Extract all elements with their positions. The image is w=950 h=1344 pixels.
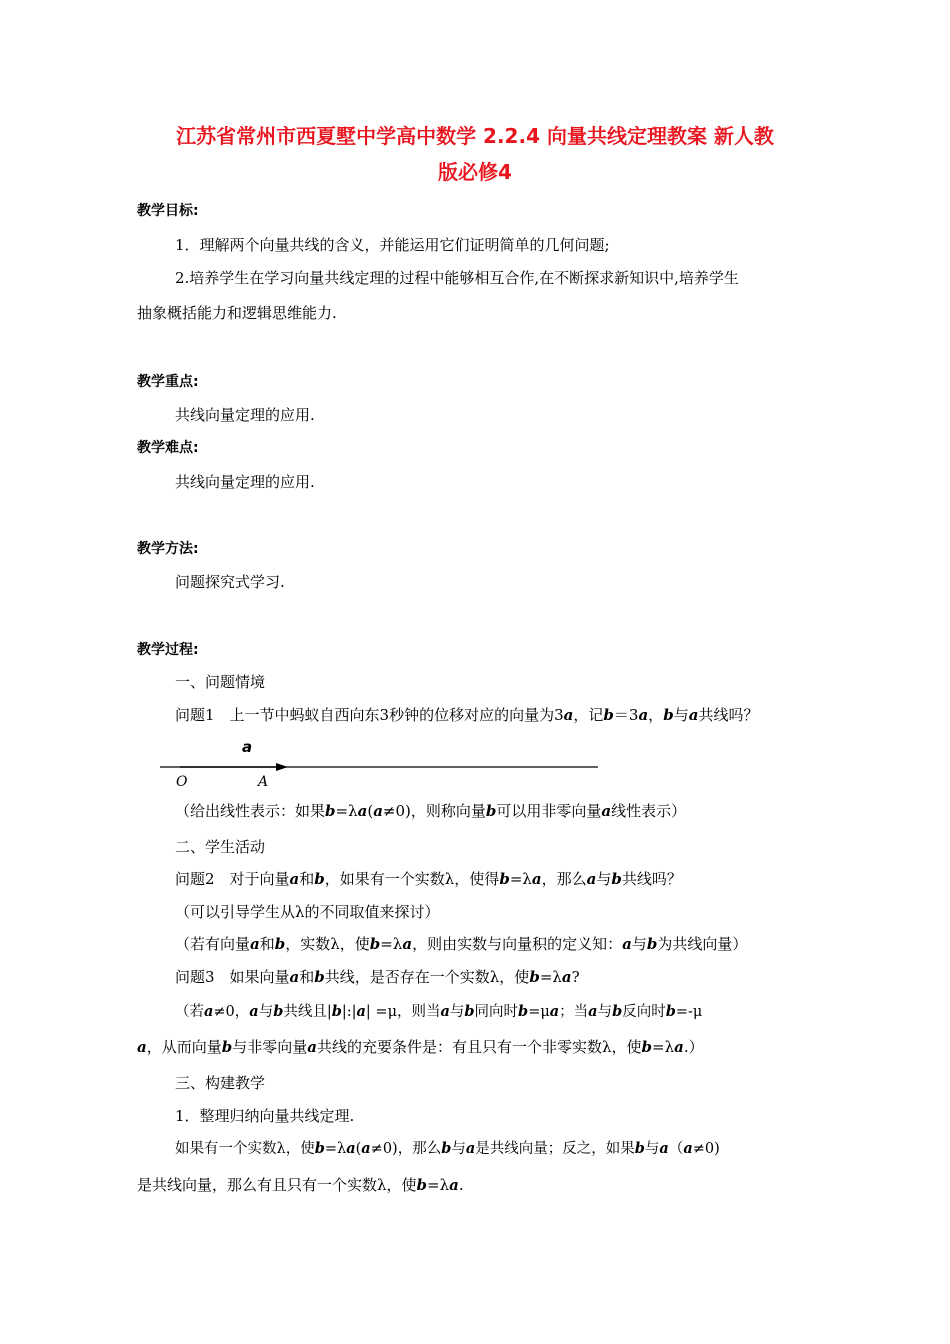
question-2-hint: （可以引导学生从λ的不同取值来探讨） bbox=[175, 903, 440, 921]
vector-diagram bbox=[150, 735, 610, 795]
linear-representation-note: （给出线性表示：如果b=λa(a≠0)，则称向量b可以用非零向量a线性表示） bbox=[175, 802, 687, 820]
objective-item-2-line-1: 2.培养学生在学习向量共线定理的过程中能够相互合作,在不断探求新知识中,培养学生 bbox=[175, 269, 739, 287]
difficulty-text: 共线向量定理的应用. bbox=[175, 473, 315, 491]
question-3-answer-line-2: a，从而向量b与非零向量a共线的充要条件是：有且只有一个非零实数λ，使b=λa.） bbox=[137, 1038, 704, 1056]
point-a-label: A bbox=[258, 774, 269, 790]
section-2-heading: 二、学生活动 bbox=[175, 838, 266, 856]
process-heading: 教学过程: bbox=[137, 642, 199, 658]
question-3: 问题3 如果向量a和b共线，是否存在一个实数λ，使b=λa? bbox=[175, 968, 580, 986]
question-3-answer-line-1: （若a≠0，a与b共线且|b|:|a| =μ，则当a与b同向时b=μa；当a与b反向时b=-μ bbox=[175, 1003, 703, 1020]
question-1: 问题1 上一节中蚂蚁自西向东3秒钟的位移对应的向量为3a，记b＝3a，b与a共线吗？ bbox=[175, 706, 759, 724]
question-2: 问题2 对于向量a和b，如果有一个实数λ，使得b=λa，那么a与b共线吗？ bbox=[175, 870, 682, 888]
question-2-answer: （若有向量a和b，实数λ，使b=λa，则由实数与向量积的定义知：a与b为共线向量） bbox=[175, 935, 748, 953]
vector-a-arrowhead bbox=[276, 763, 288, 771]
section-1-heading: 一、问题情境 bbox=[175, 673, 266, 691]
theorem-line-2: 是共线向量，那么有且只有一个实数λ，使b=λa. bbox=[137, 1176, 464, 1194]
document-title-line-1: 江苏省常州市西夏墅中学高中数学 2.2.4 向量共线定理教案 新人教 bbox=[176, 124, 774, 148]
section-3-heading: 三、构建教学 bbox=[175, 1074, 266, 1092]
theorem-line-1: 如果有一个实数λ，使b=λa(a≠0)，那么b与a是共线向量；反之，如果b与a（a≠0) bbox=[175, 1140, 720, 1157]
document-title-line-2: 版必修4 bbox=[438, 160, 512, 184]
method-text: 问题探究式学习. bbox=[175, 573, 285, 591]
vector-a-label: a bbox=[242, 738, 253, 756]
vector-diagram-svg bbox=[150, 735, 610, 795]
objective-item-2-line-2: 抽象概括能力和逻辑思维能力. bbox=[137, 304, 337, 322]
objective-item-1: 1．理解两个向量共线的含义，并能运用它们证明简单的几何问题; bbox=[175, 236, 610, 254]
theorem-title: 1．整理归纳向量共线定理. bbox=[175, 1107, 355, 1125]
key-point-text: 共线向量定理的应用. bbox=[175, 406, 315, 424]
objectives-heading: 教学目标: bbox=[137, 203, 199, 219]
key-point-heading: 教学重点: bbox=[137, 374, 199, 390]
point-o-label: O bbox=[176, 774, 188, 790]
difficulty-heading: 教学难点: bbox=[137, 440, 199, 456]
method-heading: 教学方法: bbox=[137, 541, 199, 557]
